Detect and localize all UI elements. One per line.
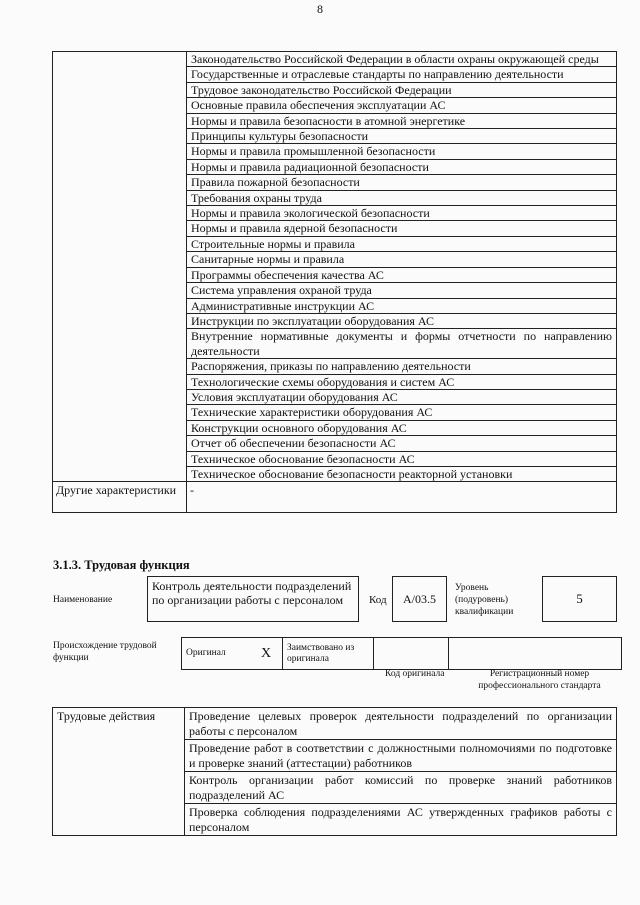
code-value-box: A/03.5	[392, 576, 447, 622]
knowledge-item: Распоряжения, приказы по направлению деятельности	[187, 359, 617, 374]
labor-action-item: Проверка соблюдения подразделениями АС утвержденных графиков работы с персоналом	[185, 804, 617, 836]
knowledge-item: Законодательство Российской Федерации в области охраны окружающей среды	[187, 52, 617, 67]
reg-number-cell	[449, 638, 622, 670]
knowledge-item: Государственные и отраслевые стандарты по направлению деятельности	[187, 67, 617, 82]
knowledge-row	[53, 52, 617, 67]
code-label: Код	[369, 594, 387, 606]
knowledge-item: Нормы и правила экологической безопасности	[187, 206, 617, 221]
knowledge-item: Программы обеспечения качества АС	[187, 267, 617, 282]
other-characteristics-label: Другие характеристики	[53, 482, 187, 513]
function-name-box: Контроль деятельности подразделений по организации работы с персоналом	[147, 576, 359, 622]
knowledge-item: Строительные нормы и правила	[187, 236, 617, 251]
reg-number-caption: Регистрационный номер профессионального стандарта	[478, 669, 601, 691]
labor-action-item: Проведение работ в соответствии с должностными полномочиями по подготовке и проверке знаний (аттестации) работников	[185, 740, 617, 772]
knowledge-item: Принципы культуры безопасности	[187, 129, 617, 144]
name-label: Наименование	[53, 595, 113, 605]
knowledge-item: Технологические схемы оборудования и систем АС	[187, 374, 617, 389]
knowledge-item: Нормы и правила безопасности в атомной энергетике	[187, 113, 617, 128]
other-characteristics-value: -	[187, 482, 617, 513]
knowledge-item: Требования охраны труда	[187, 190, 617, 205]
knowledge-item: Нормы и правила радиационной безопасности	[187, 159, 617, 174]
knowledge-item: Техническое обоснование безопасности реакторной установки	[187, 466, 617, 481]
labor-actions-label: Трудовые действия	[53, 708, 185, 836]
knowledge-item: Нормы и правила ядерной безопасности	[187, 221, 617, 236]
knowledge-item: Правила пожарной безопасности	[187, 175, 617, 190]
other-characteristics-row	[53, 482, 617, 513]
labor-action-item: Контроль организации работ комиссий по проверке знаний работников подразделений АС	[185, 772, 617, 804]
knowledge-item: Основные правила обеспечения эксплуатации АС	[187, 98, 617, 113]
knowledge-item: Отчет об обеспечении безопасности АС	[187, 436, 617, 451]
labor-action-item: Проведение целевых проверок деятельности подразделений по организации работы с персоналом	[185, 708, 617, 740]
page-number: 8	[317, 2, 323, 16]
borrowed-label: Заимствовано из оригинала	[283, 638, 374, 670]
section-title: 3.1.3. Трудовая функция	[53, 558, 190, 572]
labor-actions-table	[52, 707, 617, 836]
code-original-cell	[374, 638, 449, 670]
knowledge-item: Внутренние нормативные документы и формы отчетности по направлению деятельности	[187, 329, 617, 359]
labor-action-row	[53, 708, 617, 740]
knowledge-item: Система управления охраной труда	[187, 283, 617, 298]
original-label: Оригинал	[182, 638, 251, 670]
knowledge-item: Условия эксплуатации оборудования АС	[187, 389, 617, 404]
knowledge-item: Конструкции основного оборудования АС	[187, 420, 617, 435]
knowledge-item: Административные инструкции АС	[187, 298, 617, 313]
knowledge-item: Технические характеристики оборудования АС	[187, 405, 617, 420]
knowledge-label-cell	[53, 52, 187, 482]
knowledge-item: Техническое обоснование безопасности АС	[187, 451, 617, 466]
knowledge-item: Инструкции по эксплуатации оборудования АС	[187, 313, 617, 328]
knowledge-table	[52, 51, 617, 513]
level-label: Уровень (подуровень) квалификации	[455, 583, 514, 617]
knowledge-item: Нормы и правила промышленной безопасности	[187, 144, 617, 159]
knowledge-item: Трудовое законодательство Российской Федерации	[187, 82, 617, 97]
knowledge-item: Санитарные нормы и правила	[187, 252, 617, 267]
code-original-caption: Код оригинала	[385, 669, 445, 679]
origin-label: Происхождение трудовой функции	[53, 641, 157, 663]
level-value-box: 5	[542, 576, 617, 622]
original-mark: X	[250, 638, 283, 670]
origin-table	[181, 637, 622, 670]
